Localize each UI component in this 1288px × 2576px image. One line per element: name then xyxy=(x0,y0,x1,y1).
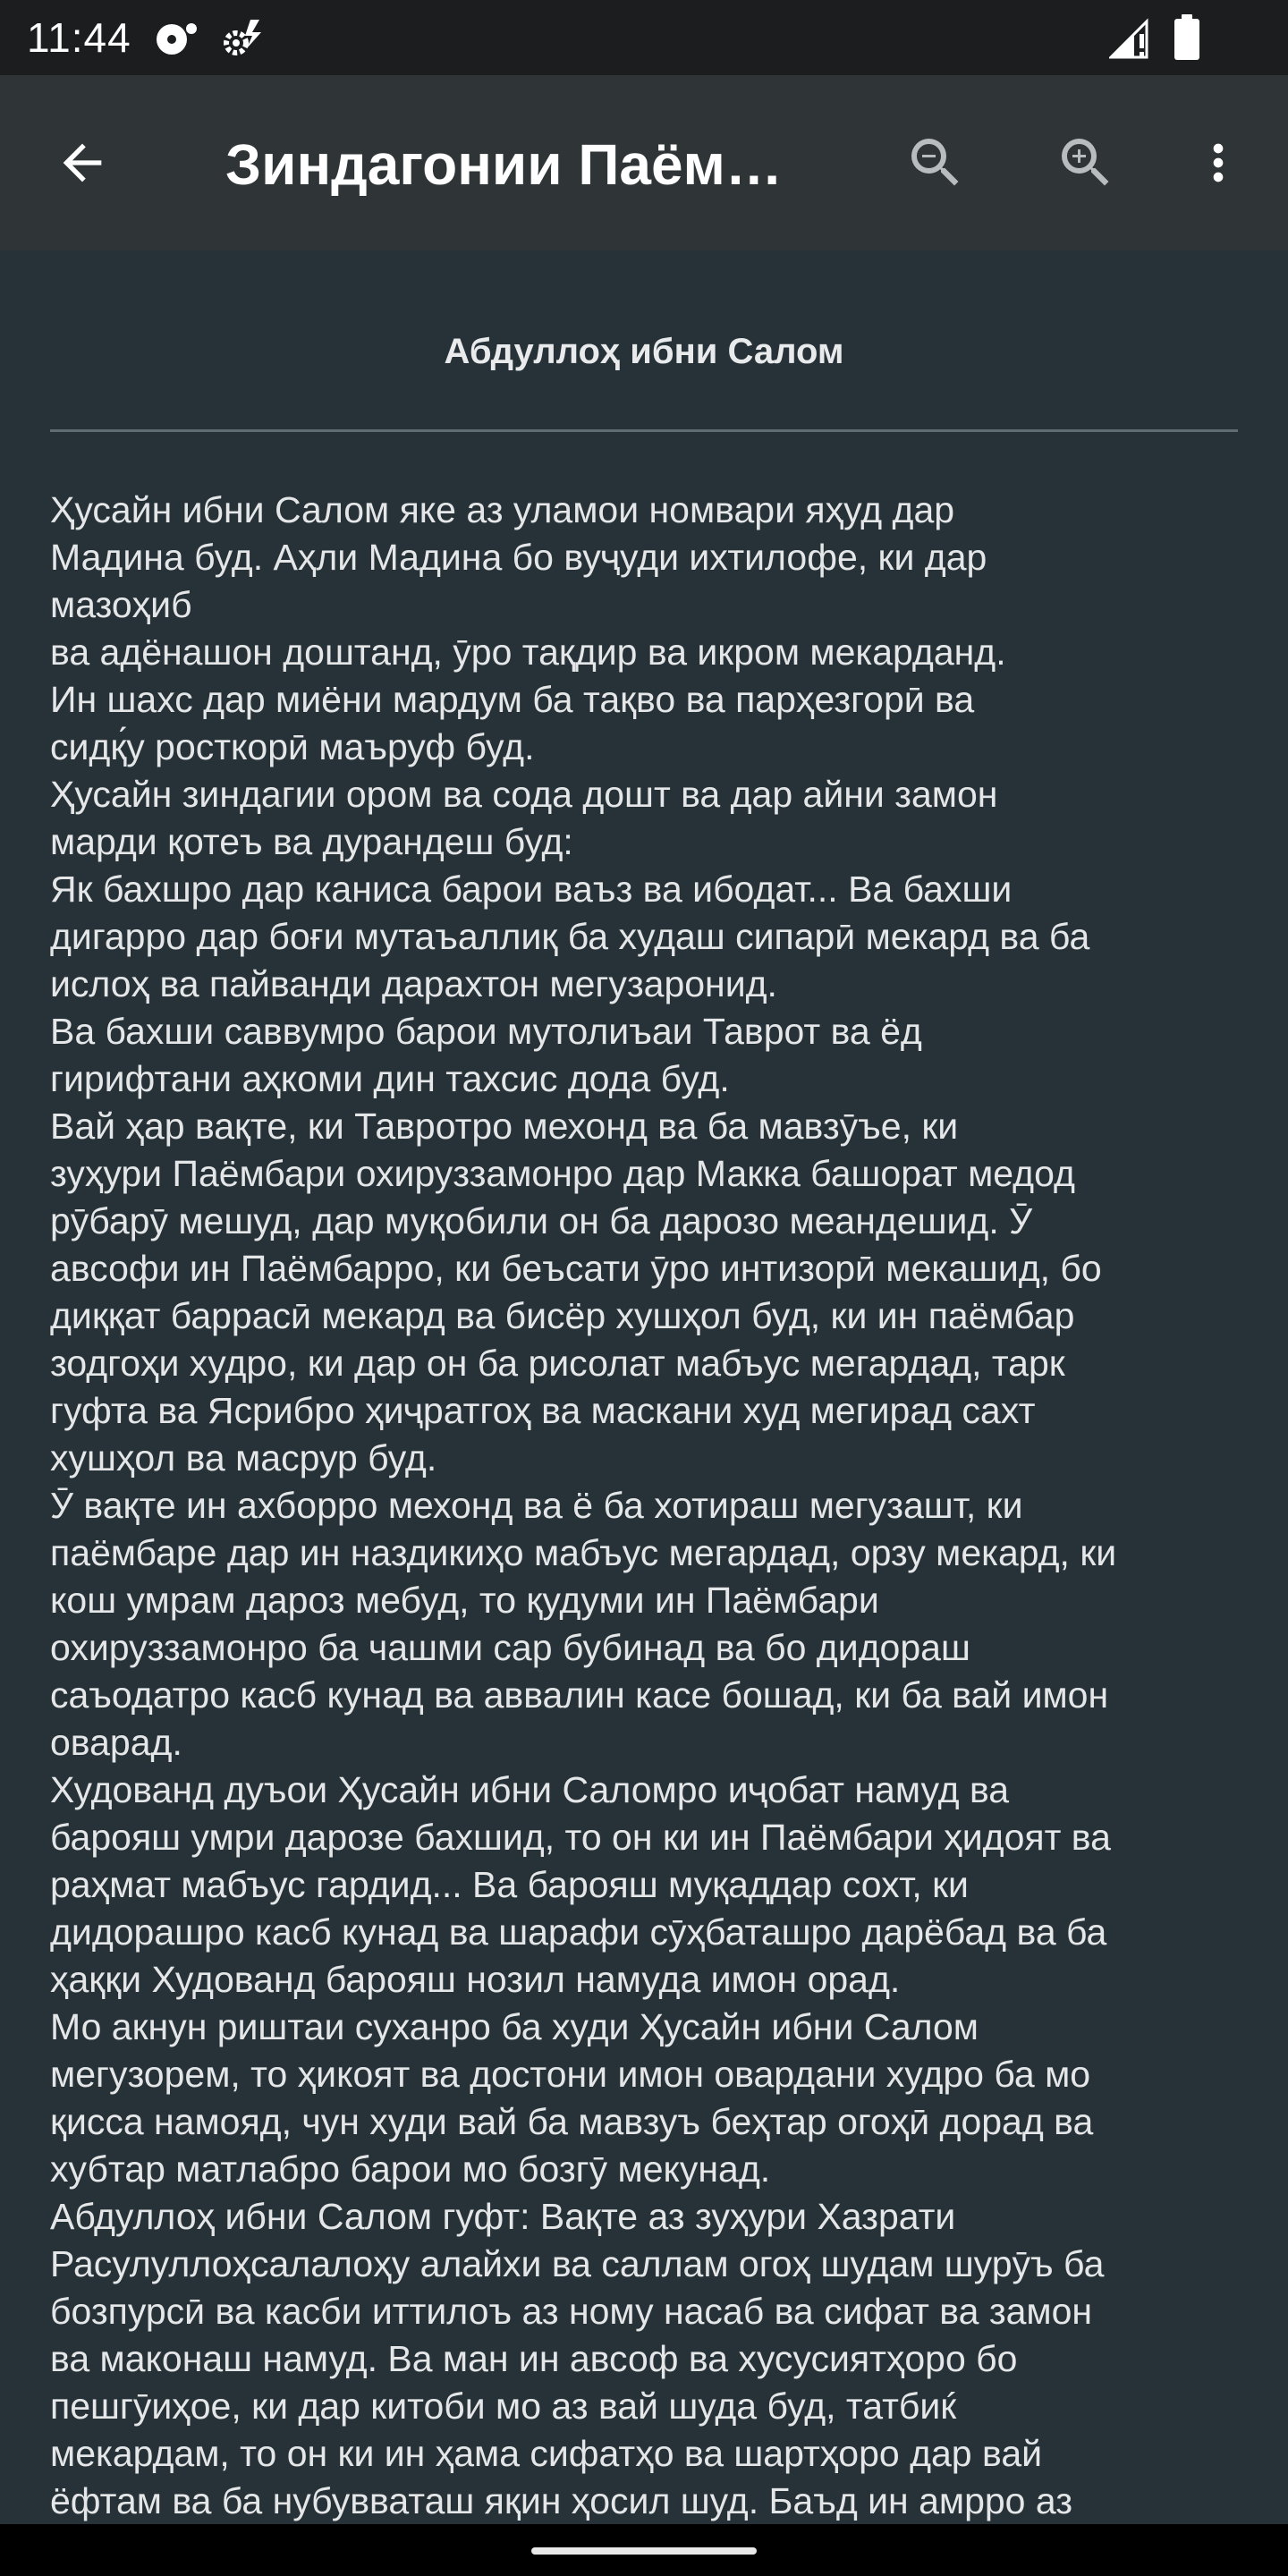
status-time: 11:44 xyxy=(27,14,131,61)
zoom-in-button[interactable] xyxy=(1043,120,1129,206)
zoom-in-icon xyxy=(1054,131,1118,195)
app-title: Зиндагонии Паём… xyxy=(225,132,783,197)
article-paragraph: Ҳусайн ибни Салом яке аз уламои номвари яҳуд дар Мадина буд. Аҳли Мадина бо вуҷуди ихтилофе, ки дар мазоҳиб ва адёнашон доштанд, ӯро тақдир ва икром мекарданд. xyxy=(50,489,1006,673)
article-paragraph: Мо акнун риштаи суханро ба худи Ҳусайн ибни Салом мегузорем, то ҳикоят ва достони имон овардани худро ба мо қисса намояд, чун худи вай ба мавзуъ беҳтар огоҳӣ дорад ва хубтар матлабро барои мо бозгӯ мекунад. xyxy=(50,2006,1094,2190)
app-bar xyxy=(0,75,1288,250)
article-paragraph: Худованд дуъои Ҳусайн ибни Саломро иҷобат намуд ва барояш умри дарозе бахшид, то он ки ин Паёмбари ҳидоят ва раҳмат мабъус гардид... Ва барояш муқаддар сохт, ки дидорашро касб кунад ва шарафи сӯҳбаташро дарёбад ва ба ҳаққи Худованд барояш нозил намуда имон орад. xyxy=(50,1769,1111,2000)
article-paragraph: Ҳусайн зиндагии ором ва сода дошт ва дар айни замон марди қотеъ ва дурандеш буд: xyxy=(50,774,998,862)
zoom-out-button[interactable] xyxy=(893,120,979,206)
more-options-button[interactable] xyxy=(1175,120,1261,206)
article-paragraph: Вай ҳар вақте, ки Тавротро мехонд ва ба мавзӯъе, ки зуҳури Паёмбари охируззамонро дар Макка башорат медод рӯбарӯ мешуд, дар муқобили он ба дарозо меандешид. Ӯ авсофи ин Паёмбарро, ки беъсати ӯро интизорӣ мекашид, бо диққат баррасӣ мекард ва бисёр хушҳол буд, ки ин паёмбар зодгоҳи худро, ки дар он ба рисолат мабъус мегардад, тарк гуфта ва Ясрибро ҳиҷратгоҳ ва маскани худ мегирад сахт хушҳол ва масрур буд. xyxy=(50,1106,1102,1479)
home-gesture-handle[interactable] xyxy=(531,2547,757,2555)
article-paragraph: Ӯ вақте ин ахборро мехонд ва ё ба хотираш мегузашт, ки паёмбаре дар ин наздикиҳо мабъус мегардад, орзу мекард, ки кош умрам дароз мебуд, то қудуми ин Паёмбари охируззамонро ба чашми сар бубинад ва бо дидораш саъодатро касб кунад ва аввалин касе бошад, ки ба вай имон oварад. xyxy=(50,1485,1117,1763)
article-paragraph: Як бахшро дар каниса барои ваъз ва ибодат... Ва бахши дигарро дар боғи мутаъаллиқ ба худаш сипарӣ мекард ва ба ислоҳ ва пайванди дарахтон мегузаронид. xyxy=(50,869,1090,1004)
more-vert-icon xyxy=(1190,134,1247,191)
article-body xyxy=(50,487,1240,2524)
status-bar xyxy=(0,0,1288,75)
back-button[interactable] xyxy=(39,120,125,206)
navigation-bar xyxy=(0,2524,1288,2576)
signal-icon xyxy=(1109,18,1156,64)
zoom-out-icon xyxy=(903,131,968,195)
media-notification-icon xyxy=(152,18,200,64)
arrow-back-icon xyxy=(54,134,111,191)
article-content[interactable] xyxy=(0,250,1288,2524)
settings-gear-icon xyxy=(218,16,267,65)
article-paragraph: Ин шахс дар миёни мардум ба тақво ва парҳезгорӣ ва сидқ́у росткорӣ маъруф буд. xyxy=(50,679,975,767)
battery-icon xyxy=(1174,14,1200,65)
article-paragraph: Абдуллоҳ ибни Салом гуфт: Вақте аз зуҳури Хазрати Расулуллоҳсалалоҳу алайхи ва саллам огоҳ шудам шурӯъ ба бозпурсӣ ва касби иттилоъ аз ному насаб ва сифат ва замон ва маконаш намуд. Ва ман ин авсоф ва хусусиятҳоро бо пешгӯиҳое, ки дар китоби мо аз вай шуда буд, татбиќ мекардам, то он ки ин ҳама сифатҳо ва шартҳоро дар вай ёфтам ва ба нубувваташ яқин ҳосил шуд. Баъд ин амрро аз xyxy=(50,2196,1105,2521)
article-paragraph: Ва бахши саввумро барои мутолиъаи Таврот ва ёд гирифтани аҳкоми дин тахсис дода буд. xyxy=(50,1011,922,1099)
article-heading: Абдуллоҳ ибни Салом xyxy=(444,332,844,371)
heading-divider xyxy=(50,429,1238,432)
